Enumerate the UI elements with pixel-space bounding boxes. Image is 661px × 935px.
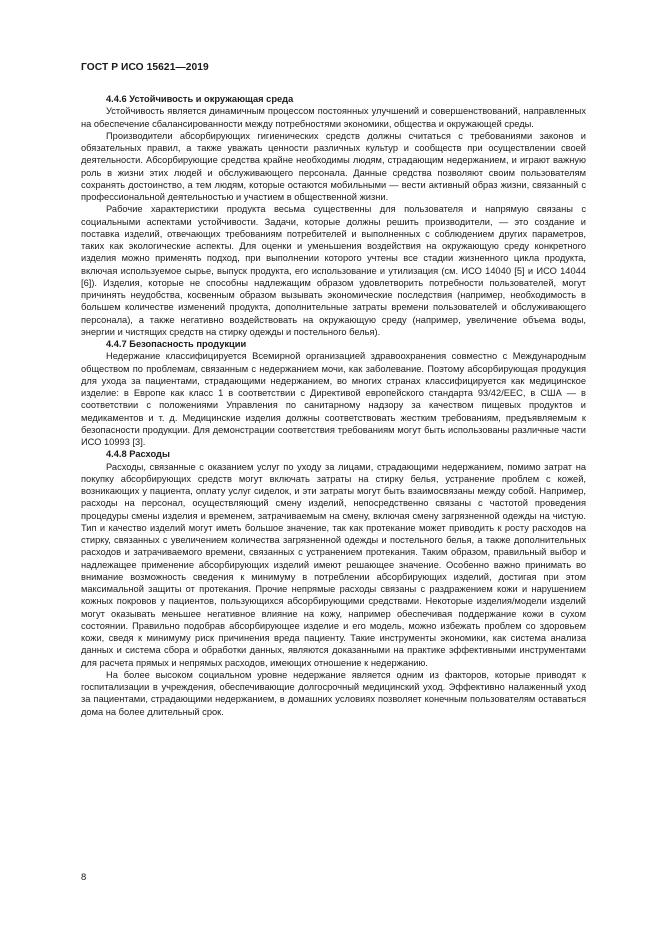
document-header: ГОСТ Р ИСО 15621—2019: [81, 62, 209, 73]
section-heading: 4.4.8 Расходы: [106, 449, 170, 460]
section-product-safety: [81, 338, 586, 448]
paragraph: Недержание классифицируется Всемирной организацией здравоохранения совместно с Международным обществом по проблемам, связанным с недержанием мочи, как заболевание. Поэтому абсорбирующая продукция для ухода за пациентами, страдающими недержанием, во многих странах классифицируется как медицинское изделие: в Европе как класс 1 в соответствии с Директивой европейского стандарта 93/42/ЕЕС, в США — в соответствии с положениями Управления по санитарному надзору за качеством пищевых продуктов и медикаментов и т. д. Медицинские изделия должны соответствовать жестким требованиям, предъявляемым к безопасности продукции. Для демонстрации соответствия требованиям могут быть использованы различные части ИСО 10993 [3].: [81, 351, 586, 447]
paragraph: Устойчивость является динамичным процессом постоянных улучшений и совершенствований, направленных на обеспечение сбалансированности между потребностями экономики, общества и окружающей среды.: [81, 106, 586, 129]
section-heading: 4.4.6 Устойчивость и окружающая среда: [106, 94, 294, 104]
paragraph: Рабочие характеристики продукта весьма существенны для пользователя и напрямую связаны с социальными аспектами устойчивости. Задачи, которые должны решить производители, — это создание и поставка изделий, отвечающих требованиям потребителей и выполненных с соблюдением других параметров, таких как экологические аспекты. Для оценки и уменьшения воздействия на окружающую среду конкретного изделия можно применять подход, при выполнении которого учтены все стадии жизненного цикла продукта, включая используемое сырье, выпуск продукта, его использование и утилизация (см. ИСО 14040 [5] и ИСО 14044 [6]). Изделия, которые не способны надлежащим образом удовлетворить потребности пользователей, могут причинять неудобства, косвенным образом вызывать экономические последствия (например, необходимость в большем количестве изменений продукта, дополнительные затраты времени пользователей и обслуживающего персонала), а также негативно воздействовать на окружающую среду (например, увеличение объема воды, энергии и чистящих средств на стирку одежды и постельного белья).: [81, 204, 586, 337]
section-costs: [81, 448, 586, 718]
document-body: [81, 93, 586, 718]
paragraph: На более высоком социальном уровне недержание является одним из факторов, которые приводят к госпитализации в учреждения, обеспечивающие долгосрочный медицинский уход. Эффективно налаженный уход за пациентами, страдающими недержанием, в домашних условиях позволяет конечным пользователям оставаться дома на более длительный срок.: [81, 669, 586, 717]
page-number: 8: [81, 872, 87, 883]
section-heading: 4.4.7 Безопасность продукции: [106, 339, 247, 349]
section-sustainability: [81, 93, 586, 338]
paragraph: Производители абсорбирующих гигиенических средств должны считаться с требованиями законов и обязательных правил, а также уважать ценности различных культур и сообществ при осуществлении своей деятельности. Абсорбирующие средства крайне необходимы людям, страдающим недержанием, и играют важную роль в жизни этих людей и обслуживающего персонала. Данные средства позволяют своим пользователям сохранять достоинство, а тем людям, которые остаются мобильными — вести активный образ жизни, связанный с профессиональной деятельностью и участием в общественной жизни.: [81, 130, 586, 202]
paragraph: Расходы, связанные с оказанием услуг по уходу за лицами, страдающими недержанием, помимо затрат на покупку абсорбирующих средств могут включать затраты на стирку белья, устранение проблем с кожей, возникающих у пациента, оплату услуг сиделок, и эти затраты могут быть взаимосвязаны между собой. Например, расходы на персонал, осуществляющий смену изделий, непосредственно связаны с частотой проведения процедуры смены изделия и временем, затрачиваемым на смену, включая смену загрязненной одежды на чистую. Тип и качество изделий могут иметь большое значение, так как протекание может приводить к росту расходов на стирку, связанных с увеличением количества загрязненной одежды и постельного белья, а также дополнительных расходов и затрачиваемого времени, связанных с устранением протекания. Таким образом, правильный выбор и надлежащее применение абсорбирующих изделий имеют решающее значение. Особенно важно принимать во внимание возможность сведения к минимуму в потреблении абсорбирующих изделий, достигая при этом максимальной защиты от протекания. Прочие непрямые расходы связаны с раздражением кожи и нарушением кожных покровов у пациентов, пользующихся абсорбирующими средствами. Некоторые изделия/модели изделий могут оказывать меньшее негативное влияние на кожу, например обеспечивая поддержание кожи в сухом состоянии. Правильно подобрав абсорбирующее изделие и его модель, можно избежать проблем со здоровьем кожи, сведя к минимуму риск причинения вреда пациенту. Такие инструменты экономики, как система анализа данных и система сбора и обработки данных, являются доказанными на практике эффективными инструментами для расчета прямых и непрямых расходов, имеющих отношение к недержанию.: [81, 461, 586, 668]
